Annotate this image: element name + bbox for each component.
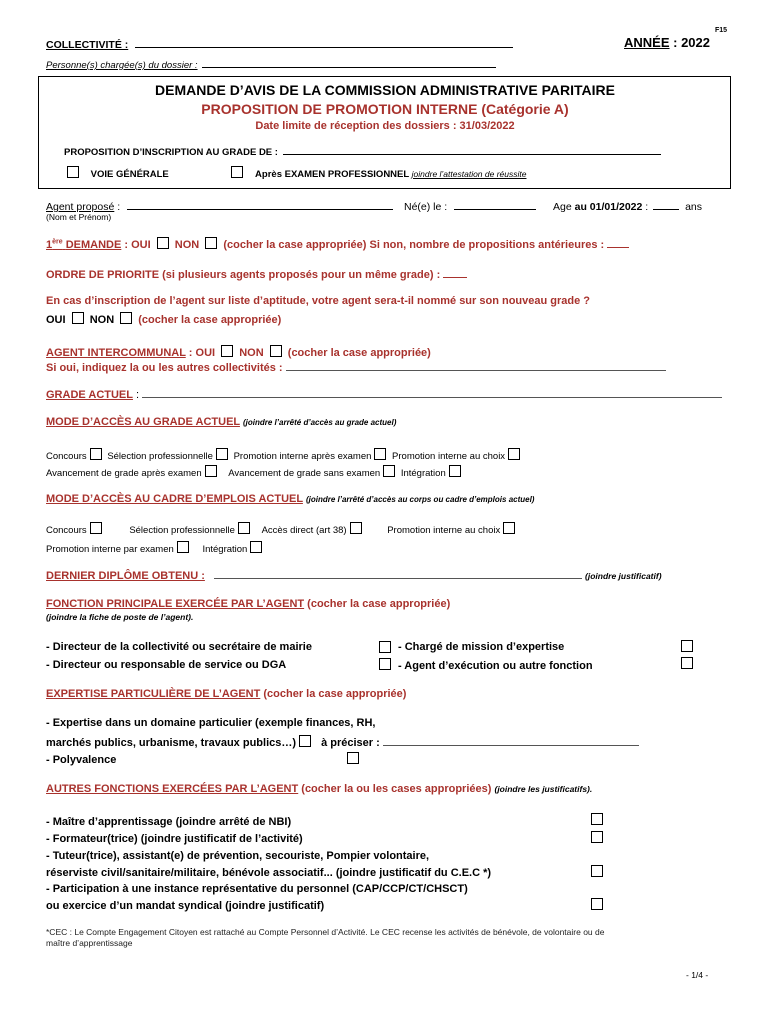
apres-examen-checkbox[interactable] xyxy=(231,166,243,178)
expertise-line2-row xyxy=(46,735,639,749)
mode-grade-opt-concours: Concours xyxy=(46,451,87,462)
aptitude-row xyxy=(46,312,281,326)
autres-item-mandat: ou exercice d’un mandat syndical (joindre justificatif) xyxy=(46,900,325,912)
demande-non-checkbox[interactable] xyxy=(205,237,217,249)
mode-grade-line2 xyxy=(46,465,464,479)
si-oui-label: Si oui, indiquez la ou les autres collectivités : xyxy=(46,362,283,374)
intercommunal-label: AGENT INTERCOMMUNAL xyxy=(46,347,186,359)
mode-cadre-promo-choix-checkbox[interactable] xyxy=(503,522,515,534)
polyvalence-label: - Polyvalence xyxy=(46,754,117,766)
intercommunal-non: NON xyxy=(239,347,264,359)
preciser-label: à préciser : xyxy=(321,737,380,749)
fonction-row xyxy=(46,598,450,610)
mode-grade-concours-checkbox[interactable] xyxy=(90,448,102,460)
age-label: Age xyxy=(553,201,572,213)
aptitude-question: En cas d’inscription de l’agent sur liste d’aptitude, votre agent sera-t-il nommé sur son nouveau grade ? xyxy=(46,295,590,307)
mode-cadre-opt-acces-direct: Accès direct (art 38) xyxy=(261,525,347,536)
demande-sup: ère xyxy=(52,238,63,246)
polyvalence-checkbox[interactable] xyxy=(347,752,359,764)
agent-name-field[interactable] xyxy=(127,200,393,210)
fonction-dga-checkbox[interactable] xyxy=(379,658,391,670)
collectivites-field[interactable] xyxy=(286,361,666,371)
mode-grade-line1 xyxy=(46,448,523,462)
intercommunal-non-checkbox[interactable] xyxy=(270,345,282,357)
intercommunal-hint: (cocher la case appropriée) xyxy=(287,347,431,359)
ans-label: ans xyxy=(685,201,702,213)
ordre-row xyxy=(46,268,467,281)
fonction-charge-checkbox[interactable] xyxy=(681,640,693,652)
mode-cadre-acces-direct-checkbox[interactable] xyxy=(350,522,362,534)
mode-grade-opt-promo-examen: Promotion interne après examen xyxy=(233,451,372,462)
fonction-item-directeur: - Directeur de la collectivité ou secrétaire de mairie xyxy=(46,641,312,653)
apres-examen-label: Après EXAMEN PROFESSIONNEL xyxy=(255,169,410,180)
aptitude-oui-checkbox[interactable] xyxy=(72,312,84,324)
fonction-directeur-checkbox[interactable] xyxy=(379,641,391,653)
diplome-label: DERNIER DIPLÔME OBTENU : xyxy=(46,570,205,582)
nom-prenom-hint: (Nom et Prénom) xyxy=(46,212,112,222)
mode-cadre-opt-promo-choix: Promotion interne au choix xyxy=(387,525,501,536)
autres-formateur-checkbox[interactable] xyxy=(591,831,603,843)
autres-item-tuteur: - Tuteur(trice), assistant(e) de prévention, secouriste, Pompier volontaire, xyxy=(46,850,430,862)
annee-row xyxy=(624,35,710,50)
fonction-item-dga: - Directeur ou responsable de service ou DGA xyxy=(46,659,287,671)
mode-cadre-line1 xyxy=(46,522,518,536)
expertise-line2: marchés publics, urbanisme, travaux publics…) xyxy=(46,737,297,749)
mode-grade-selection-checkbox[interactable] xyxy=(216,448,228,460)
attestation-hint: joindre l’attestation de réussite xyxy=(411,169,527,179)
autres-instance-checkbox[interactable] xyxy=(591,898,603,910)
grade-actuel-sep: : xyxy=(132,389,140,401)
grade-actuel-row xyxy=(46,388,722,401)
mode-cadre-opt-concours: Concours xyxy=(46,525,87,536)
voie-generale-checkbox[interactable] xyxy=(67,166,79,178)
form-title: DEMANDE D’AVIS DE LA COMMISSION ADMINISTRATIVE PARITAIRE xyxy=(155,82,615,98)
agent-sep: : xyxy=(114,201,121,213)
expertise-label: EXPERTISE PARTICULIÈRE DE L’AGENT xyxy=(46,688,261,700)
age-field[interactable] xyxy=(653,200,679,210)
fonction-hint: (cocher la case appropriée) xyxy=(304,598,451,610)
collectivite-label: COLLECTIVITÉ : xyxy=(46,39,129,51)
collectivite-row xyxy=(46,38,513,51)
mode-grade-opt-integration: Intégration xyxy=(400,468,446,479)
agent-label: Agent proposé xyxy=(46,201,115,213)
footnote-line1: *CEC : Le Compte Engagement Citoyen est rattaché au Compte Personnel d’Activité. Le CEC recense les activités de bénévole, de volontaire ou de xyxy=(46,927,605,937)
intercommunal-oui: : OUI xyxy=(185,347,216,359)
mode-cadre-row xyxy=(46,493,534,505)
autres-row xyxy=(46,783,592,795)
agent-row xyxy=(46,200,702,213)
mode-grade-opt-avancement-examen: Avancement de grade après examen xyxy=(46,468,202,479)
form-subtitle: PROPOSITION DE PROMOTION INTERNE (Catégorie A) xyxy=(201,101,569,117)
fonction-item-agent: - Agent d’exécution ou autre fonction xyxy=(398,660,593,672)
annee-sep: : xyxy=(669,35,682,50)
mode-cadre-hint: (joindre l’arrêté d’accès au corps ou cadre d’emplois actuel) xyxy=(305,495,535,504)
demande-oui: : OUI xyxy=(121,239,151,251)
mode-cadre-promo-examen-checkbox[interactable] xyxy=(177,541,189,553)
expertise-checkbox[interactable] xyxy=(299,735,311,747)
mode-cadre-integration-checkbox[interactable] xyxy=(250,541,262,553)
preciser-field[interactable] xyxy=(383,736,639,746)
ordre-field[interactable] xyxy=(443,268,467,278)
grade-field[interactable] xyxy=(283,145,661,155)
demande-label: DEMANDE xyxy=(65,239,122,251)
mode-grade-avancement-sans-checkbox[interactable] xyxy=(383,465,395,477)
autres-item-reserviste: réserviste civil/sanitaire/militaire, bénévole associatif... (joindre justificatif du C.E.C *) xyxy=(46,867,492,879)
autres-label: AUTRES FONCTIONS EXERCÉES PAR L’AGENT xyxy=(46,783,299,795)
inscription-label: PROPOSITION D’INSCRIPTION AU GRADE DE : xyxy=(64,147,278,158)
annee-value: 2022 xyxy=(681,35,710,50)
deadline: Date limite de réception des dossiers : 31/03/2022 xyxy=(255,120,515,132)
demande-row xyxy=(46,237,629,251)
aptitude-non-checkbox[interactable] xyxy=(120,312,132,324)
mode-grade-hint: (joindre l’arrêté d’accès au grade actuel) xyxy=(243,418,397,427)
personnes-field[interactable] xyxy=(202,58,496,68)
autres-maitre-checkbox[interactable] xyxy=(591,813,603,825)
diplome-row xyxy=(46,569,662,582)
mode-grade-opt-avancement-sans: Avancement de grade sans examen xyxy=(228,468,381,479)
autres-item-formateur: - Formateur(trice) (joindre justificatif de l’activité) xyxy=(46,833,303,845)
personnes-row xyxy=(46,58,496,71)
mode-cadre-opt-integration: Intégration xyxy=(202,544,248,555)
annee-label: ANNÉE xyxy=(624,35,670,50)
collectivite-field[interactable] xyxy=(135,38,513,48)
age-sep: : xyxy=(642,201,649,213)
mode-cadre-line2 xyxy=(46,541,265,555)
fonction-item-charge: - Chargé de mission d’expertise xyxy=(398,641,565,653)
autres-item-maitre: - Maître d’apprentissage (joindre arrêté de NBI) xyxy=(46,816,292,828)
autres-hint: (cocher la ou les cases appropriées) xyxy=(298,783,492,795)
intercommunal-row xyxy=(46,345,431,359)
anterieures-field[interactable] xyxy=(607,238,629,248)
mode-grade-opt-promo-choix: Promotion interne au choix xyxy=(392,451,506,462)
fonction-sub: (joindre la fiche de poste de l’agent). xyxy=(46,612,194,622)
diplome-field[interactable] xyxy=(214,569,582,579)
form-code: F15 xyxy=(715,27,728,34)
mode-grade-row xyxy=(46,416,396,428)
si-oui-row xyxy=(46,361,666,374)
autres-item-instance: - Participation à une instance représentative du personnel (CAP/CCP/CT/CHSCT) xyxy=(46,883,468,895)
ordre-text: ORDRE DE PRIORITE (si plusieurs agents proposés pour un même grade) : xyxy=(46,269,441,281)
expertise-hint: (cocher la case appropriée) xyxy=(260,688,407,700)
mode-cadre-opt-promo-examen: Promotion interne par examen xyxy=(46,544,174,555)
mode-grade-avancement-examen-checkbox[interactable] xyxy=(205,465,217,477)
aptitude-hint: (cocher la case appropriée) xyxy=(138,314,282,326)
grade-actuel-label: GRADE ACTUEL xyxy=(46,389,133,401)
fonction-agent-checkbox[interactable] xyxy=(681,657,693,669)
fonction-label: FONCTION PRINCIPALE EXERCÉE PAR L’AGENT xyxy=(46,598,305,610)
voie-row xyxy=(64,166,526,180)
mode-grade-label: MODE D’ACCÈS AU GRADE ACTUEL xyxy=(46,416,240,428)
mode-grade-promo-examen-checkbox[interactable] xyxy=(374,448,386,460)
nee-le-label: Né(e) le : xyxy=(404,201,448,213)
footnote-line2: maître d’apprentissage xyxy=(46,938,133,948)
autres-justif: (joindre les justificatifs). xyxy=(494,784,593,794)
mode-cadre-concours-checkbox[interactable] xyxy=(90,522,102,534)
mode-grade-opt-selection: Sélection professionnelle xyxy=(107,451,213,462)
intercommunal-oui-checkbox[interactable] xyxy=(221,345,233,357)
mode-grade-promo-choix-checkbox[interactable] xyxy=(508,448,520,460)
demande-oui-checkbox[interactable] xyxy=(157,237,169,249)
expertise-line1: - Expertise dans un domaine particulier (exemple finances, RH, xyxy=(46,717,376,729)
inscription-row xyxy=(64,145,661,158)
birthdate-field[interactable] xyxy=(454,200,536,210)
demande-num: 1 xyxy=(46,239,53,251)
mode-cadre-selection-checkbox[interactable] xyxy=(238,522,250,534)
grade-actuel-field[interactable] xyxy=(142,388,722,398)
mode-cadre-opt-selection: Sélection professionnelle xyxy=(129,525,235,536)
aptitude-non: NON xyxy=(89,314,115,326)
mode-cadre-label: MODE D’ACCÈS AU CADRE D’EMPLOIS ACTUEL xyxy=(46,493,303,505)
demande-text: (cocher la case appropriée) Si non, nombre de propositions antérieures : xyxy=(223,239,605,251)
page-number: - 1/4 - xyxy=(686,970,709,980)
demande-non: NON xyxy=(174,239,200,251)
diplome-hint: (joindre justificatif) xyxy=(585,571,662,581)
mode-grade-integration-checkbox[interactable] xyxy=(449,465,461,477)
expertise-row xyxy=(46,688,406,700)
age-date: au 01/01/2022 xyxy=(574,201,643,213)
autres-tuteur-checkbox[interactable] xyxy=(591,865,603,877)
voie-generale-label: VOIE GÉNÉRALE xyxy=(90,169,169,180)
aptitude-oui: OUI xyxy=(46,314,66,326)
personnes-label: Personne(s) chargée(s) du dossier : xyxy=(46,60,198,71)
